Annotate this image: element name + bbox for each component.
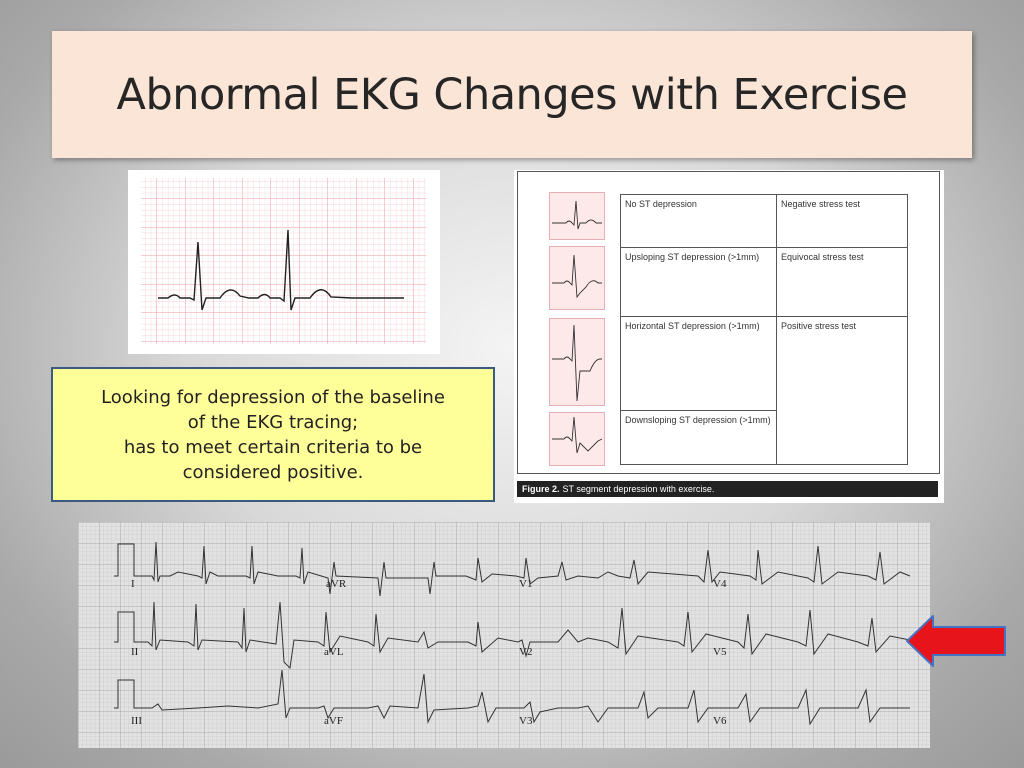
finding-cell: Downsloping ST depression (>1mm) xyxy=(621,411,777,465)
lead-label-avl: aVL xyxy=(324,646,344,658)
slide-title: Abnormal EKG Changes with Exercise xyxy=(116,69,908,120)
result-cell: Equivocal stress test xyxy=(777,248,908,317)
lead-label-v3: V3 xyxy=(519,715,533,727)
lead-label-iii: III xyxy=(131,715,142,727)
figure-caption-label: Figure 2. xyxy=(522,484,560,494)
callout-line-3: has to meet certain criteria to be xyxy=(123,436,423,458)
red-left-arrow-icon xyxy=(905,613,1009,674)
callout-line-4: considered positive. xyxy=(182,461,364,483)
twelve-lead-ekg-image xyxy=(78,522,930,748)
lead-label-avr: aVR xyxy=(326,578,347,590)
table-row xyxy=(621,317,908,411)
strip-horizontal xyxy=(549,318,605,406)
finding-cell: Horizontal ST depression (>1mm) xyxy=(621,317,777,411)
figure-caption xyxy=(517,481,938,497)
ekg-grid xyxy=(141,178,426,344)
result-cell: Negative stress test xyxy=(777,195,908,248)
table-row xyxy=(621,248,908,317)
figure-caption-text: ST segment depression with exercise. xyxy=(562,484,715,494)
ekg-bottom-grid xyxy=(78,522,930,748)
lead-label-v6: V6 xyxy=(713,715,727,727)
sample-ekg-svg xyxy=(128,170,440,354)
lead-label-avf: aVF xyxy=(324,715,343,727)
lead-label-i: I xyxy=(131,578,135,590)
lead-label-v4: V4 xyxy=(713,578,727,590)
st-criteria-table xyxy=(620,194,908,465)
callout-line-2: of the EKG tracing; xyxy=(187,411,359,433)
finding-cell: No ST depression xyxy=(621,195,777,248)
lead-label-ii: II xyxy=(131,646,139,658)
finding-cell: Upsloping ST depression (>1mm) xyxy=(621,248,777,317)
lead-label-v1: V1 xyxy=(519,578,533,590)
callout-line-1: Looking for depression of the baseline xyxy=(101,386,445,408)
strip-no-st-depression xyxy=(549,192,605,240)
figure-inner-frame xyxy=(517,171,940,474)
strip-upsloping xyxy=(549,246,605,310)
arrow-svg xyxy=(905,613,1009,669)
result-cell: Positive stress test xyxy=(777,317,908,465)
twelve-lead-ekg-svg xyxy=(78,522,930,748)
lead-label-v2: V2 xyxy=(519,646,533,658)
sample-ekg-image xyxy=(128,170,440,354)
title-box xyxy=(52,31,972,158)
callout-box xyxy=(51,367,495,502)
figure-panel xyxy=(514,170,944,503)
strip-downsloping xyxy=(549,412,605,466)
lead-label-v5: V5 xyxy=(713,646,727,658)
table-row xyxy=(621,195,908,248)
